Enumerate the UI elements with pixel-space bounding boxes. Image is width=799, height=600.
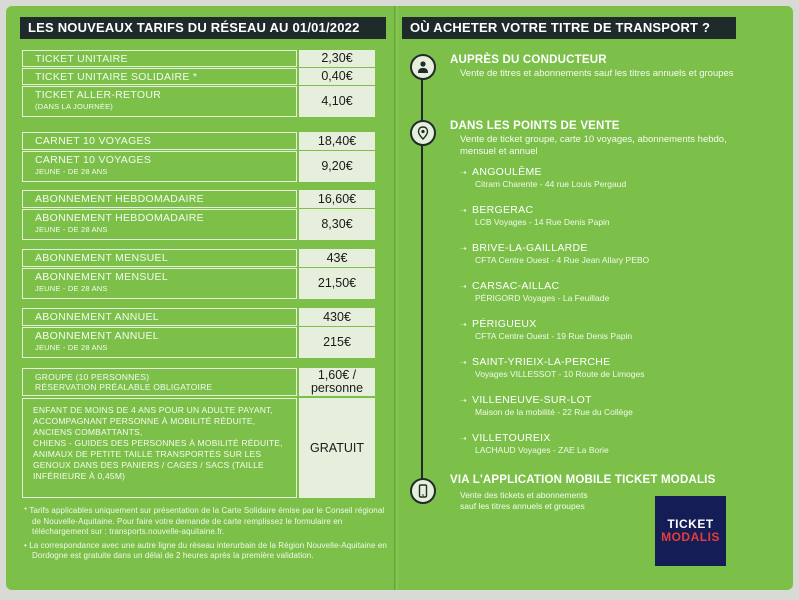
tariff-label: CARNET 10 VOYAGES	[35, 135, 152, 147]
arrow-right-icon: ➝	[460, 396, 468, 405]
tariff-price: 2,30€	[299, 50, 375, 67]
tariff-label: TICKET UNITAIRE SOLIDAIRE *	[35, 71, 198, 83]
footnote: • La correspondance avec une autre ligne du réseau interurbain de la Région Nouvelle-Aquitaine en Dordogne est gratuite dans un délai de 2 heures après la première validation.	[24, 540, 387, 560]
tariff-price: 9,20€	[299, 151, 375, 182]
tariff-label: ABONNEMENT HEBDOMADAIRE	[35, 212, 204, 224]
tariff-label: ABONNEMENT HEBDOMADAIRE	[35, 193, 204, 205]
table-row	[22, 308, 383, 326]
footnotes	[24, 506, 390, 565]
tariffs-title: LES NOUVEAUX TARIFS DU RÉSEAU AU 01/01/2022	[20, 17, 386, 39]
tariff-price: 8,30€	[299, 209, 375, 240]
tariff-price: 21,50€	[299, 268, 375, 299]
sales-points-desc: Vente de ticket groupe, carte 10 voyages, abonnements hebdo, mensuel et annuel	[460, 134, 727, 157]
tariff-sublabel: JEUNE - DE 28 ANS	[35, 343, 108, 352]
tariff-price: 43€	[299, 249, 375, 267]
ticket-modalis-logo: TICKET MODALIS	[655, 496, 726, 566]
list-item: ➝ PÉRIGUEUX CFTA Centre Ouest - 19 Rue Denis Papin	[460, 318, 633, 341]
arrow-right-icon: ➝	[460, 320, 468, 329]
table-row	[22, 50, 383, 67]
group-label: GROUPE (10 PERSONNES)	[35, 372, 150, 382]
tariff-label: CARNET 10 VOYAGES	[35, 154, 152, 166]
tariff-label: ABONNEMENT MENSUEL	[35, 252, 168, 264]
arrow-right-icon: ➝	[460, 244, 468, 253]
list-item: ➝ ANGOULÊME Citram Charente - 44 rue Louis Pergaud	[460, 166, 627, 189]
tariff-price: 4,10€	[299, 86, 375, 117]
location-pin-icon	[410, 120, 436, 146]
group-price: 1,60€ / personne	[299, 368, 375, 396]
footnote: * Tarifs applicables uniquement sur présentation de la Carte Solidaire émise par le Conseil régional de Nouvelle-Aquitaine. Pour faire votre demande de carte remplissez le formulaire en téléchargement sur : transports.nouvelle-aquitaine.fr.	[24, 506, 385, 536]
driver-icon	[410, 54, 436, 80]
list-item: ➝ VILLETOUREIX LACHAUD Voyages - ZAE La Borie	[460, 432, 609, 455]
where-to-buy-title: OÙ ACHETER VOTRE TITRE DE TRANSPORT ?	[402, 17, 736, 39]
list-item: ➝ BRIVE-LA-GAILLARDE CFTA Centre Ouest - 4 Rue Jean Allary PEBO	[460, 242, 650, 265]
table-row	[22, 209, 383, 240]
smartphone-icon	[410, 478, 436, 504]
right-page	[398, 6, 793, 590]
app-title: VIA L'APPLICATION MOBILE TICKET MODALIS	[450, 474, 716, 486]
list-item: ➝ CARSAC-AILLAC PÉRIGORD Voyages - La Feuillade	[460, 280, 610, 303]
tariff-label: TICKET ALLER-RETOUR	[35, 89, 162, 101]
table-row-free	[22, 398, 383, 498]
free-price: GRATUIT	[299, 398, 375, 498]
table-row	[22, 86, 383, 117]
app-desc: Vente des tickets et abonnements sauf les titres annuels et groupes	[460, 490, 588, 511]
table-row	[22, 190, 383, 208]
arrow-right-icon: ➝	[460, 358, 468, 367]
tariff-sublabel: JEUNE - DE 28 ANS	[35, 225, 108, 234]
arrow-right-icon: ➝	[460, 168, 468, 177]
tariff-sublabel: JEUNE - DE 28 ANS	[35, 284, 108, 293]
table-row	[22, 268, 383, 299]
tariff-sublabel: (DANS LA JOURNÉE)	[35, 102, 113, 111]
left-page	[6, 6, 396, 590]
tariff-price: 16,60€	[299, 190, 375, 208]
tariff-label: TICKET UNITAIRE	[35, 53, 128, 65]
arrow-right-icon: ➝	[460, 434, 468, 443]
tariff-label: ABONNEMENT MENSUEL	[35, 271, 168, 283]
tariff-price: 215€	[299, 327, 375, 358]
arrow-right-icon: ➝	[460, 282, 468, 291]
driver-desc: Vente de titres et abonnements sauf les titres annuels et groupes	[460, 68, 734, 79]
tariff-price: 0,40€	[299, 68, 375, 85]
table-row	[22, 132, 383, 150]
table-row	[22, 249, 383, 267]
list-item: ➝ BERGERAC LCB Voyages - 14 Rue Denis Papin	[460, 204, 610, 227]
table-row-group	[22, 368, 383, 396]
table-row	[22, 327, 383, 358]
arrow-right-icon: ➝	[460, 206, 468, 215]
list-item: ➝ VILLENEUVE-SUR-LOT Maison de la mobilité - 22 Rue du Collège	[460, 394, 633, 417]
driver-title: AUPRÈS DU CONDUCTEUR	[450, 54, 607, 66]
list-item: ➝ SAINT-YRIEIX-LA-PERCHE Voyages VILLESSOT - 10 Route de Limoges	[460, 356, 645, 379]
table-row	[22, 151, 383, 182]
tariff-label: ABONNEMENT ANNUEL	[35, 311, 159, 323]
group-sublabel: RÉSERVATION PRÉALABLE OBLIGATOIRE	[35, 382, 213, 392]
tariff-sublabel: JEUNE - DE 28 ANS	[35, 167, 108, 176]
tariff-price: 18,40€	[299, 132, 375, 150]
sales-points-title: DANS LES POINTS DE VENTE	[450, 120, 620, 132]
table-row	[22, 68, 383, 85]
tariff-label: ABONNEMENT ANNUEL	[35, 330, 159, 342]
free-conditions: ENFANT DE MOINS DE 4 ANS POUR UN ADULTE PAYANT, ACCOMPAGNANT PERSONNE À MOBILITÉ RÉDUITE, ANCIENS COMBATTANTS, CHIENS - GUIDES DES PERSONNES À MOBILITÉ RÉDUITE, ANIMAUX DE PETITE TAILLE TRANSPORTÉS SUR LES GENOUX DANS DES PANIERS / CAGES / SACS (TAILLE INFÉRIEURE À 0,45M)	[22, 398, 297, 498]
tariff-price: 430€	[299, 308, 375, 326]
